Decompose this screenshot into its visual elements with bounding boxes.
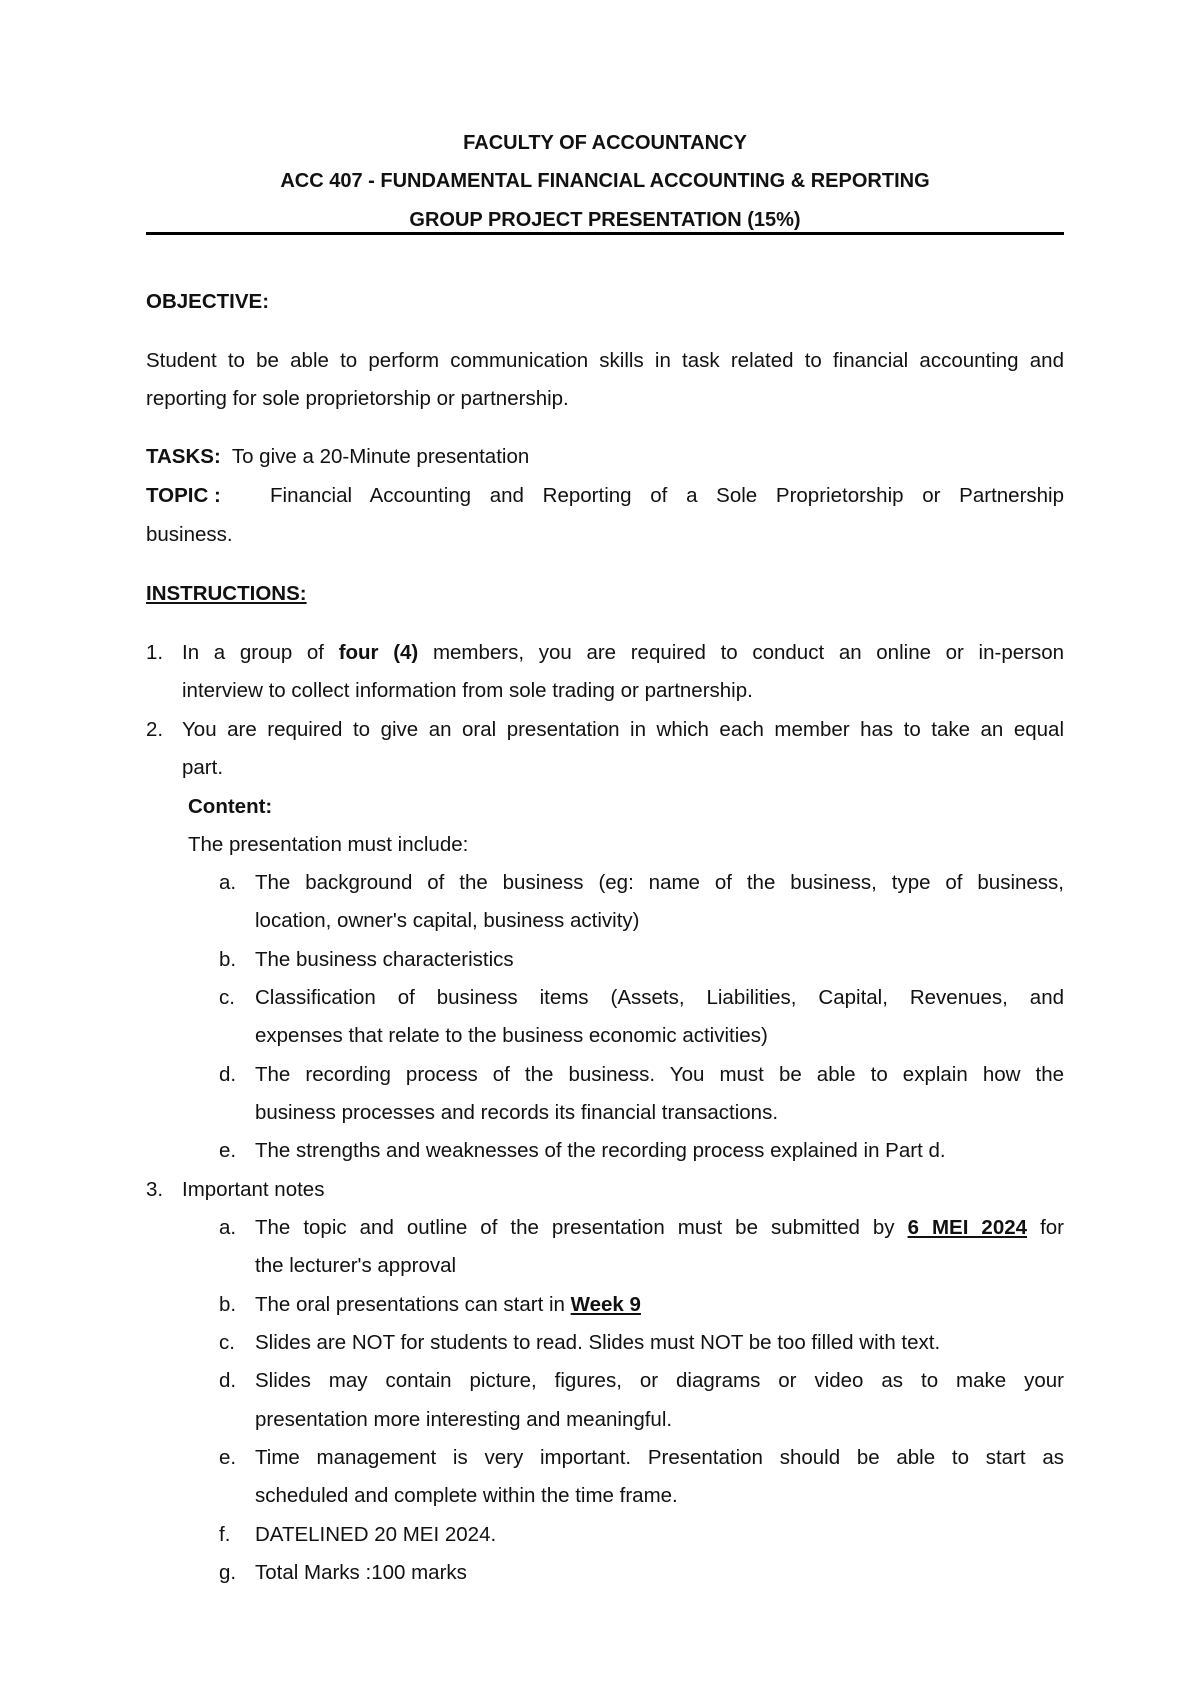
content-d-line-2: business processes and records its financial transactions. bbox=[255, 1101, 779, 1124]
note-a-line-2: the lecturer's approval bbox=[255, 1254, 457, 1277]
note-d-letter: d. bbox=[219, 1369, 237, 1392]
content-b-letter: b. bbox=[219, 948, 237, 971]
content-e-line-1: The strengths and weaknesses of the recording process explained in Part d. bbox=[255, 1139, 946, 1162]
item-1-pre: In a group of bbox=[182, 641, 325, 664]
topic-label: TOPIC : bbox=[146, 484, 221, 507]
note-f-line-1: DATELINED 20 MEI 2024. bbox=[255, 1523, 497, 1546]
note-g-letter: g. bbox=[219, 1561, 237, 1584]
topic-line-1: Financial Accounting and Reporting of a Sole Proprietorship or Partnership bbox=[270, 484, 1064, 507]
item-1-bold: four (4) bbox=[338, 641, 419, 664]
course-title: ACC 407 - FUNDAMENTAL FINANCIAL ACCOUNTING & REPORTING bbox=[280, 170, 930, 192]
note-a-letter: a. bbox=[219, 1216, 237, 1239]
content-a-letter: a. bbox=[219, 871, 237, 894]
content-d-line-1: The recording process of the business. You must be able to explain how the bbox=[255, 1063, 1064, 1086]
item-2-line-2: part. bbox=[182, 756, 224, 779]
note-b-week: Week 9 bbox=[570, 1293, 641, 1316]
note-f-letter: f. bbox=[219, 1523, 231, 1546]
note-e-letter: e. bbox=[219, 1446, 237, 1469]
note-a-post: for bbox=[1040, 1216, 1064, 1239]
content-a-line-1: The background of the business (eg: name of the business, type of business, bbox=[255, 871, 1064, 894]
item-2-line-1: You are required to give an oral presentation in which each member has to take an equal bbox=[182, 718, 1064, 741]
content-heading: Content: bbox=[188, 795, 273, 818]
note-d-line-1: Slides may contain picture, figures, or diagrams or video as to make your bbox=[255, 1369, 1064, 1392]
note-g-line-1: Total Marks :100 marks bbox=[255, 1561, 467, 1584]
content-b-line-1: The business characteristics bbox=[255, 948, 514, 971]
item-3-heading: Important notes bbox=[182, 1178, 325, 1201]
note-a-date: 6 MEI 2024 bbox=[907, 1216, 1028, 1239]
note-c-letter: c. bbox=[219, 1331, 235, 1354]
note-b-pre: The oral presentations can start in bbox=[255, 1293, 565, 1316]
content-intro: The presentation must include: bbox=[188, 833, 469, 856]
item-1-number: 1. bbox=[146, 641, 164, 664]
project-title: GROUP PROJECT PRESENTATION (15%) bbox=[409, 209, 801, 231]
item-3-number: 3. bbox=[146, 1178, 164, 1201]
content-c-letter: c. bbox=[219, 986, 235, 1009]
item-1-line-1 bbox=[182, 643, 1064, 663]
note-a-pre: The topic and outline of the presentation must be submitted by bbox=[255, 1216, 895, 1239]
header-divider bbox=[146, 232, 1064, 235]
content-c-line-1: Classification of business items (Assets, Liabilities, Capital, Revenues, and bbox=[255, 986, 1064, 1009]
note-d-line-2: presentation more interesting and meaningful. bbox=[255, 1408, 673, 1431]
objective-heading: OBJECTIVE: bbox=[146, 290, 270, 313]
note-a-line-1 bbox=[255, 1218, 1064, 1238]
content-a-line-2: location, owner's capital, business activity) bbox=[255, 909, 640, 932]
content-d-letter: d. bbox=[219, 1063, 237, 1086]
objective-line-1: Student to be able to perform communication skills in task related to financial accounting and bbox=[146, 349, 1064, 372]
objective-line-2: reporting for sole proprietorship or partnership. bbox=[146, 387, 569, 410]
note-c-line-1: Slides are NOT for students to read. Slides must NOT be too filled with text. bbox=[255, 1331, 941, 1354]
content-e-letter: e. bbox=[219, 1139, 237, 1162]
note-e-line-2: scheduled and complete within the time frame. bbox=[255, 1484, 678, 1507]
tasks-text: To give a 20-Minute presentation bbox=[231, 445, 530, 468]
item-1-post: members, you are required to conduct an online or in-person bbox=[432, 641, 1065, 664]
item-2-number: 2. bbox=[146, 718, 164, 741]
tasks-label: TASKS: bbox=[146, 445, 221, 468]
faculty-title: FACULTY OF ACCOUNTANCY bbox=[463, 132, 747, 154]
topic-line-2: business. bbox=[146, 523, 233, 546]
tasks-line bbox=[146, 447, 529, 467]
note-b-letter: b. bbox=[219, 1293, 237, 1316]
item-1-line-2: interview to collect information from sole trading or partnership. bbox=[182, 679, 753, 702]
content-c-line-2: expenses that relate to the business economic activities) bbox=[255, 1024, 768, 1047]
note-b-line-1 bbox=[255, 1295, 641, 1315]
note-e-line-1: Time management is very important. Presentation should be able to start as bbox=[255, 1446, 1064, 1469]
instructions-heading: INSTRUCTIONS: bbox=[146, 582, 307, 605]
